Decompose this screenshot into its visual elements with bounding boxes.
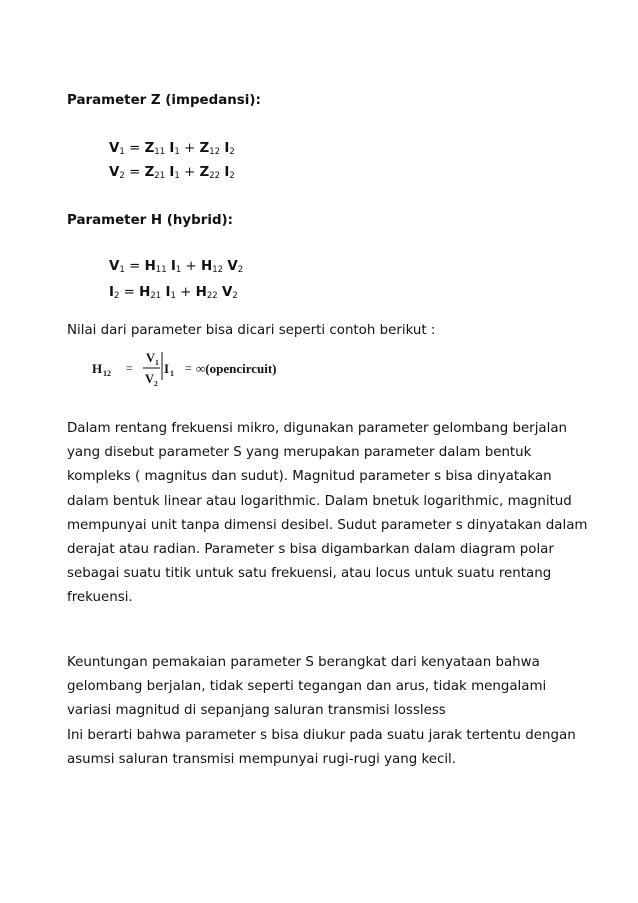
h-equation-1: $V_1 = H_{11}$ $I_1 + H_{12}$ $V_2$ [109,259,244,275]
paragraph-2-line: asumsi saluran transmisi mempunyai rugi-rugi yang kecil. [67,751,457,767]
formula-equals: = [126,361,133,375]
paragraph-1-line: kompleks ( magnitus dan sudut). Magnitud parameter s bisa dinyatakan [67,469,552,485]
paragraph-1-line: mempunyai unit tanpa dimensi desibel. Sudut parameter s dinyatakan dalam [67,517,588,533]
z-equation-2: $V_2 = Z_{21}$ $I_1 + Z_{22}$ $I_2$ [109,165,235,181]
h-heading: Parameter H (hybrid): [67,213,234,228]
formula-lhs-sub: 12 [103,369,111,378]
z-equation-1: $V_1 = Z_{11}$ $I_1 + Z_{12}$ $I_2$ [109,141,235,157]
paragraph-1-line: Dalam rentang frekuensi mikro, digunakan parameter gelombang berjalan [67,421,568,436]
paragraph-2-line: Ini berarti bahwa parameter s bisa diukur pada suatu jarak tertentu dengan [67,727,576,743]
formula-denominator: V [145,372,155,386]
formula-rhs: ∞(opencircuit) [196,361,277,376]
paragraph-1-line: yang disebut parameter S yang merupakan parameter dalam bentuk [67,445,532,461]
formula-numerator: V [146,351,156,365]
formula-condition-sub: 1 [170,369,174,378]
formula-lhs: H [92,361,103,376]
paragraph-1-line: derajat atau radian. Parameter s bisa digambarkan dalam diagram polar [67,542,554,558]
paragraph-2-line: variasi magnitud di sepanjang saluran transmisi lossless [67,703,446,719]
paragraph-2 [67,651,576,772]
formula-numerator-sub: 1 [155,358,159,367]
paragraph-1-line: dalam bentuk linear atau logarithmic. Dalam bnetuk logarithmic, magnitud [67,493,572,509]
z-heading: Parameter Z (impedansi): [67,93,261,108]
paragraph-1-line: sebagai suatu titik untuk satu frekuensi, atau locus untuk suatu rentang [67,566,552,582]
formula-condition: I [164,361,170,376]
formula-denominator-sub: 2 [154,379,158,388]
example-intro: Nilai dari parameter bisa dicari seperti contoh berikut : [67,323,436,338]
formula-equals-2: = [185,361,192,375]
h12-formula [90,348,330,390]
paragraph-2-line: gelombang berjalan, tidak seperti tegangan dan arus, tidak mengalami [67,679,547,695]
paragraph-1-line: frekuensi. [67,590,133,606]
paragraph-1 [67,417,587,611]
paragraph-2-line: Keuntungan pemakaian parameter S berangkat dari kenyataan bahwa [67,655,540,670]
h-equation-2: $I_2 = H_{21}$ $I_1 + H_{22}$ $V_2$ [109,285,238,301]
